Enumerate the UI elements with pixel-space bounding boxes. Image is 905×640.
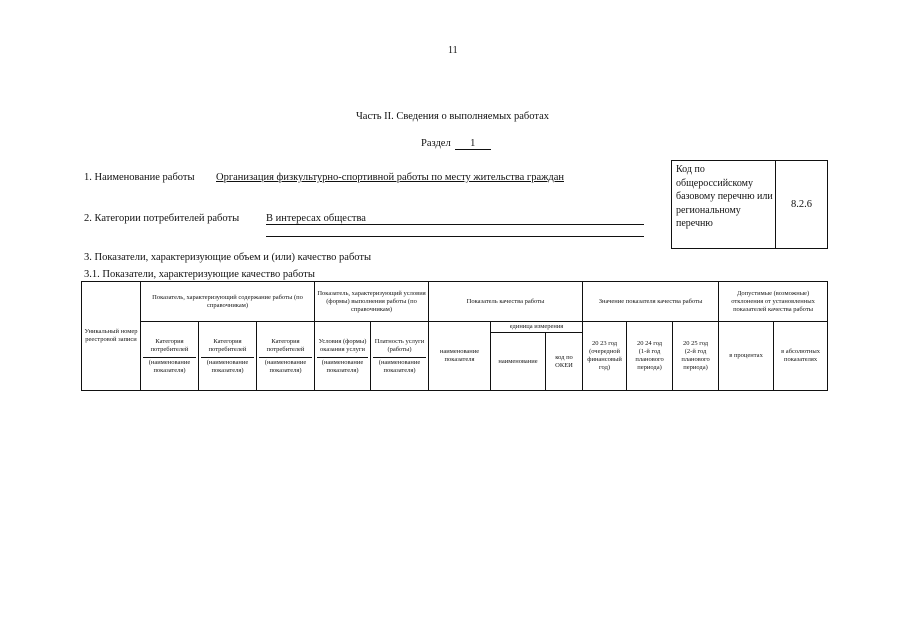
conditions-group-header: Показатель, характеризующий условия (формы) выполнения работы (по справочникам) <box>315 282 429 322</box>
consumers-underline-2 <box>266 236 644 237</box>
year-3-label: 20 25 год <box>682 340 709 347</box>
heading-3-1: 3.1. Показатели, характеризующие качество работы <box>84 269 315 280</box>
indicator-name-paren: (наименование показателя) <box>317 357 368 375</box>
page-number: 11 <box>448 45 458 56</box>
work-name-value: Организация физкультурно-спортивной работы по месту жительства граждан <box>216 172 564 183</box>
consumers-row <box>84 213 366 224</box>
registry-code-label: Код по общероссийскому базовому перечню или региональному перечню <box>672 161 776 248</box>
registry-code-value: 8.2.6 <box>791 199 812 210</box>
content-group-header: Показатель, характеризующий содержание работы (по справочникам) <box>141 282 315 322</box>
consumers-value: В интересах общества <box>266 213 366 224</box>
year-1-col <box>583 322 627 391</box>
okei-code-col: код по ОКЕИ <box>546 333 583 391</box>
absolute-col: в абсолютных показателях <box>774 322 828 391</box>
consumer-category-label: Категория потребителей <box>266 337 305 353</box>
indicator-name-paren: (наименование показателя) <box>373 357 426 375</box>
section-value: 1 <box>455 138 491 150</box>
payment-col <box>371 322 429 391</box>
consumer-category-label: Категория потребителей <box>150 337 189 353</box>
quality-table <box>81 281 828 391</box>
unit-group-header: единица измерения <box>491 322 583 333</box>
consumer-category-col-3 <box>257 322 315 391</box>
registry-code-box <box>671 160 828 249</box>
payment-label: Платность услуги (работы) <box>374 337 425 353</box>
consumers-underline <box>266 224 644 225</box>
year-3-sub: (2-й год планового периода) <box>681 348 710 371</box>
indicator-name-paren: (наименование показателя) <box>201 357 254 375</box>
year-1-label: 20 23 год <box>591 340 618 347</box>
year-2-sub: (1-й год планового периода) <box>635 348 664 371</box>
section-line <box>421 138 491 150</box>
conditions-col <box>315 322 371 391</box>
year-3-col <box>673 322 719 391</box>
heading-3: 3. Показатели, характеризующие объем и (или) качество работы <box>84 252 372 263</box>
indicator-name-col: наименование показателя <box>429 322 491 391</box>
year-2-label: 20 24 год <box>636 340 663 347</box>
value-group-header: Значение показателя качества работы <box>583 282 719 322</box>
consumer-category-label: Категория потребителей <box>208 337 247 353</box>
indicator-name-paren: (наименование показателя) <box>259 357 312 375</box>
conditions-label: Условия (формы) оказания услуги <box>318 337 367 353</box>
unit-name-col: наименование <box>491 333 546 391</box>
quality-group-header: Показатель качества работы <box>429 282 583 322</box>
section-label: Раздел <box>421 138 451 149</box>
unique-number-header: Уникальный номер реестровой записи <box>82 282 141 391</box>
work-name-label: 1. Наименование работы <box>84 172 195 183</box>
year-2-col <box>627 322 673 391</box>
deviation-group-header: Допустимые (возможные) отклонения от установленных показателей качества работы <box>719 282 828 322</box>
year-1-sub: (очередной финансовый год) <box>587 348 622 371</box>
indicator-name-paren: (наименование показателя) <box>143 357 196 375</box>
part-title: Часть II. Сведения о выполняемых работах <box>355 111 550 122</box>
consumers-label: 2. Категории потребителей работы <box>84 213 240 224</box>
work-name-row <box>84 172 564 183</box>
percent-col: в процентах <box>719 322 774 391</box>
consumer-category-col-1 <box>141 322 199 391</box>
consumer-category-col-2 <box>199 322 257 391</box>
